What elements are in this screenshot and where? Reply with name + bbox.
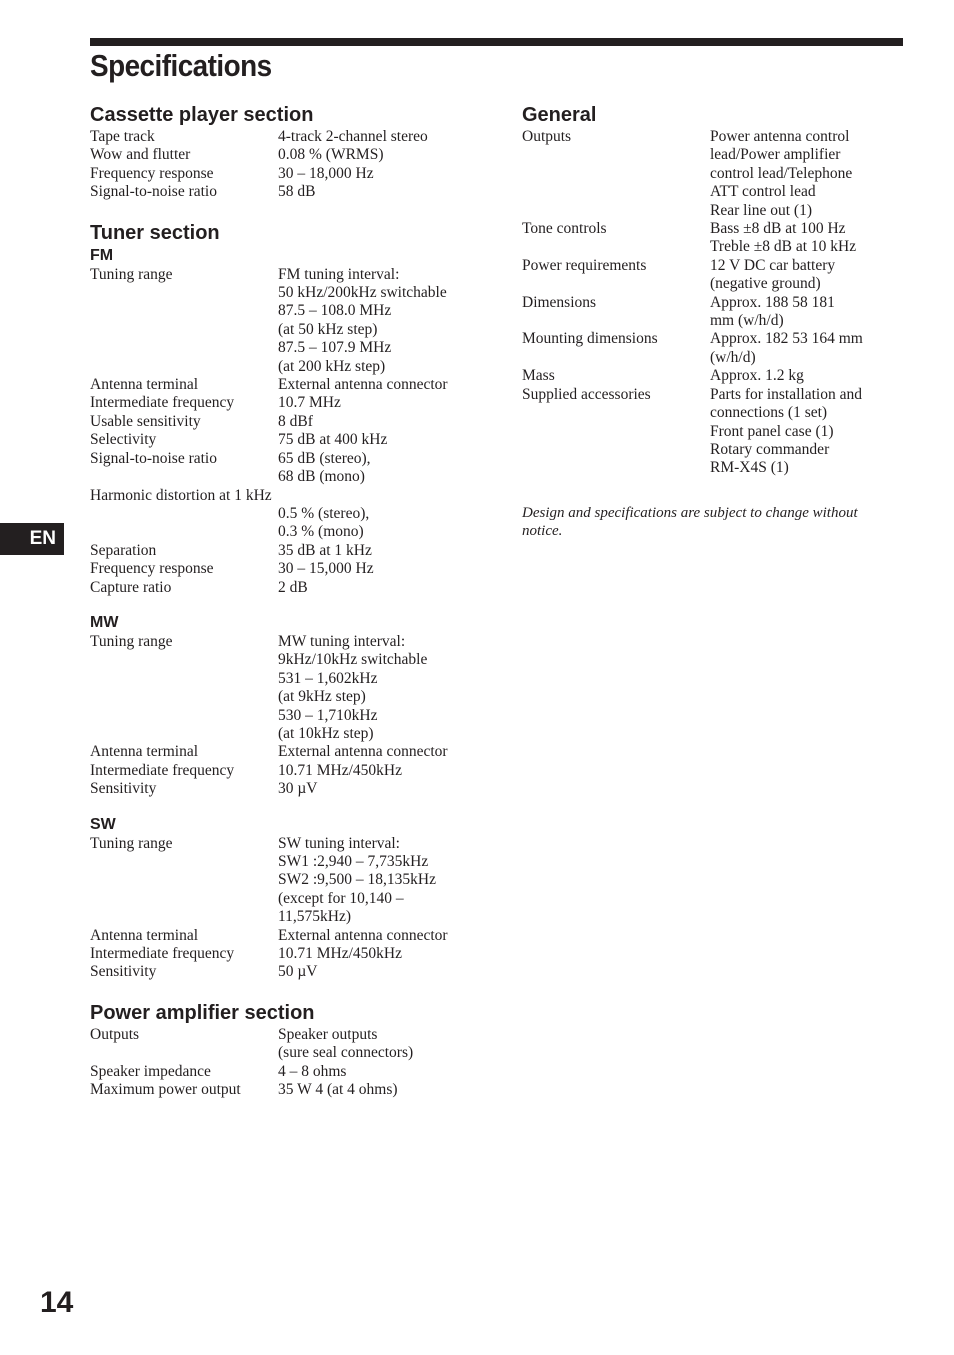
spec-row bbox=[522, 294, 863, 331]
power-amp-heading: Power amplifier section bbox=[90, 1001, 315, 1024]
general-section bbox=[522, 102, 912, 541]
spec-label: Outputs bbox=[90, 1025, 140, 1043]
spec-value: MW tuning interval: 9kHz/10kHz switchable 531 – 1,602kHz (at 9kHz step) 530 – 1,710kHz (at 10kHz step) bbox=[278, 632, 428, 742]
tuner-heading: Tuner section bbox=[90, 221, 220, 244]
disclaimer-note: Design and specifications are subject to change without notice. bbox=[522, 504, 858, 540]
spec-value: Approx. 188 58 181 mm (w/h/d) bbox=[710, 293, 835, 330]
fm-spec-table bbox=[90, 266, 448, 597]
spec-value: 0.08 % (WRMS) bbox=[278, 146, 384, 164]
fm-subsection bbox=[90, 246, 490, 597]
spec-label: Mounting dimensions bbox=[522, 330, 658, 348]
spec-label: Outputs bbox=[522, 128, 572, 145]
spec-row bbox=[90, 394, 448, 412]
spec-value: Approx. 1.2 kg bbox=[710, 367, 804, 385]
spec-row bbox=[90, 165, 428, 183]
right-column bbox=[522, 102, 912, 559]
page-number: 14 bbox=[40, 1286, 74, 1319]
spec-row bbox=[522, 367, 863, 385]
spec-row bbox=[90, 633, 448, 743]
tuner-section bbox=[90, 220, 490, 982]
spec-value: 30 – 15,000 Hz bbox=[278, 560, 374, 578]
spec-label: Tuning range bbox=[90, 265, 173, 283]
spec-label: Mass bbox=[522, 367, 555, 385]
spec-label: Antenna terminal bbox=[90, 376, 199, 394]
spec-label: Wow and flutter bbox=[90, 146, 191, 164]
power-amp-spec-table bbox=[90, 1026, 413, 1100]
spec-row bbox=[90, 1026, 413, 1063]
spec-row bbox=[90, 780, 448, 798]
power-amp-section bbox=[90, 1000, 490, 1100]
spec-label: Intermediate frequency bbox=[90, 761, 235, 779]
spec-label: Signal-to-noise ratio bbox=[90, 183, 217, 201]
cassette-section bbox=[90, 102, 490, 202]
spec-value: SW tuning interval: SW1 :2,940 – 7,735kHz SW2 :9,500 – 18,135kHz (except for 10,140 – 11,575kHz) bbox=[278, 834, 437, 926]
spec-row bbox=[90, 450, 448, 487]
spec-label: Selectivity bbox=[90, 431, 157, 449]
spec-value: Approx. 182 53 164 mm (w/h/d) bbox=[710, 330, 863, 366]
spec-label: Frequency response bbox=[90, 164, 214, 182]
spec-label: Capture ratio bbox=[90, 578, 172, 596]
spec-row bbox=[522, 220, 863, 257]
spec-row bbox=[90, 266, 448, 376]
spec-row bbox=[90, 835, 448, 927]
page-title: Specifications bbox=[90, 48, 272, 83]
spec-row bbox=[90, 376, 448, 394]
spec-row bbox=[90, 183, 428, 201]
spec-label: Intermediate frequency bbox=[90, 945, 235, 963]
spec-row bbox=[90, 762, 448, 780]
spec-row bbox=[90, 487, 448, 505]
cassette-heading: Cassette player section bbox=[90, 104, 314, 126]
spec-label: Intermediate frequency bbox=[90, 394, 235, 412]
spec-row bbox=[90, 1081, 413, 1099]
spec-value: 58 dB bbox=[278, 183, 316, 201]
spec-row bbox=[522, 257, 863, 294]
spec-row bbox=[90, 963, 448, 981]
spec-label: Tone controls bbox=[522, 220, 607, 238]
spec-value: External antenna connector bbox=[278, 743, 448, 761]
spec-value: 65 dB (stereo), 68 dB (mono) bbox=[278, 449, 371, 486]
sw-spec-table bbox=[90, 835, 448, 982]
spec-value: 75 dB at 400 kHz bbox=[278, 431, 388, 449]
spec-value: 2 dB bbox=[278, 578, 308, 596]
spec-value: 4 – 8 ohms bbox=[278, 1062, 347, 1080]
spec-value: 8 dBf bbox=[278, 412, 313, 430]
spec-value: Speaker outputs (sure seal connectors) bbox=[278, 1025, 414, 1062]
spec-label: Frequency response bbox=[90, 560, 214, 578]
spec-value: 10.7 MHz bbox=[278, 394, 341, 412]
spec-row bbox=[522, 330, 863, 367]
spec-value: 30 – 18,000 Hz bbox=[278, 164, 374, 182]
spec-value: 35 dB at 1 kHz bbox=[278, 541, 372, 559]
spec-label: Maximum power output bbox=[90, 1081, 241, 1099]
spec-label: Sensitivity bbox=[90, 963, 157, 981]
general-heading: General bbox=[522, 104, 597, 126]
spec-value: 0.5 % (stereo), 0.3 % (mono) bbox=[278, 504, 370, 541]
spec-value: FM tuning interval: 50 kHz/200kHz switchable 87.5 – 108.0 MHz (at 50 kHz step) 87.5 – 107.9 MHz (at 200 kHz step) bbox=[278, 265, 447, 375]
spec-value: 10.71 MHz/450kHz bbox=[278, 761, 402, 779]
left-column bbox=[90, 102, 490, 1117]
mw-heading: MW bbox=[90, 613, 119, 631]
mw-spec-table bbox=[90, 633, 448, 799]
spec-value: Parts for installation and connections (1 set) Front panel case (1) Rotary commander RM-X4S (1) bbox=[710, 385, 862, 477]
spec-label: Power requirements bbox=[522, 256, 647, 274]
spec-label: Tape track bbox=[90, 128, 155, 145]
title-rule bbox=[90, 38, 903, 46]
cassette-spec-table bbox=[90, 128, 428, 202]
spec-label: Signal-to-noise ratio bbox=[90, 449, 217, 467]
spec-row bbox=[522, 128, 863, 220]
spec-value: 4-track 2-channel stereo bbox=[278, 128, 428, 145]
spec-row bbox=[90, 128, 428, 146]
spec-row bbox=[90, 1063, 413, 1081]
language-tab: EN bbox=[0, 523, 64, 555]
sw-heading: SW bbox=[90, 815, 116, 833]
spec-label: Separation bbox=[90, 541, 157, 559]
spec-value: 12 V DC car battery (negative ground) bbox=[710, 256, 836, 293]
spec-label: Antenna terminal bbox=[90, 743, 199, 761]
spec-value: External antenna connector bbox=[278, 376, 448, 394]
spec-value: 35 W 4 (at 4 ohms) bbox=[278, 1081, 398, 1099]
spec-row bbox=[90, 505, 448, 542]
sw-subsection bbox=[90, 815, 490, 982]
spec-label: Dimensions bbox=[522, 293, 597, 311]
spec-row bbox=[90, 579, 448, 597]
spec-label: Harmonic distortion at 1 kHz bbox=[90, 486, 272, 504]
mw-subsection bbox=[90, 613, 490, 799]
spec-value: 50 µV bbox=[278, 963, 318, 981]
spec-row bbox=[90, 560, 448, 578]
spec-row bbox=[90, 927, 448, 945]
spec-value: Power antenna control lead/Power amplifier control lead/Telephone ATT control lead Rear line out (1) bbox=[710, 128, 853, 219]
spec-value: Bass ±8 dB at 100 Hz Treble ±8 dB at 10 kHz bbox=[710, 220, 857, 256]
spec-value: External antenna connector bbox=[278, 926, 448, 944]
spec-row bbox=[522, 386, 863, 478]
spec-row bbox=[90, 413, 448, 431]
spec-label: Tuning range bbox=[90, 632, 173, 650]
spec-value: 30 µV bbox=[278, 780, 318, 798]
general-spec-table bbox=[522, 128, 863, 478]
spec-label: Usable sensitivity bbox=[90, 412, 201, 430]
spec-label: Tuning range bbox=[90, 834, 173, 852]
spec-label: Antenna terminal bbox=[90, 926, 199, 944]
spec-row bbox=[90, 146, 428, 164]
spec-row bbox=[90, 542, 448, 560]
spec-row bbox=[90, 743, 448, 761]
spec-row bbox=[90, 431, 448, 449]
fm-heading: FM bbox=[90, 246, 114, 264]
spec-label: Sensitivity bbox=[90, 780, 157, 798]
spec-label: Supplied accessories bbox=[522, 385, 651, 403]
spec-label: Speaker impedance bbox=[90, 1062, 211, 1080]
spec-value: 10.71 MHz/450kHz bbox=[278, 945, 402, 963]
spec-row bbox=[90, 945, 448, 963]
